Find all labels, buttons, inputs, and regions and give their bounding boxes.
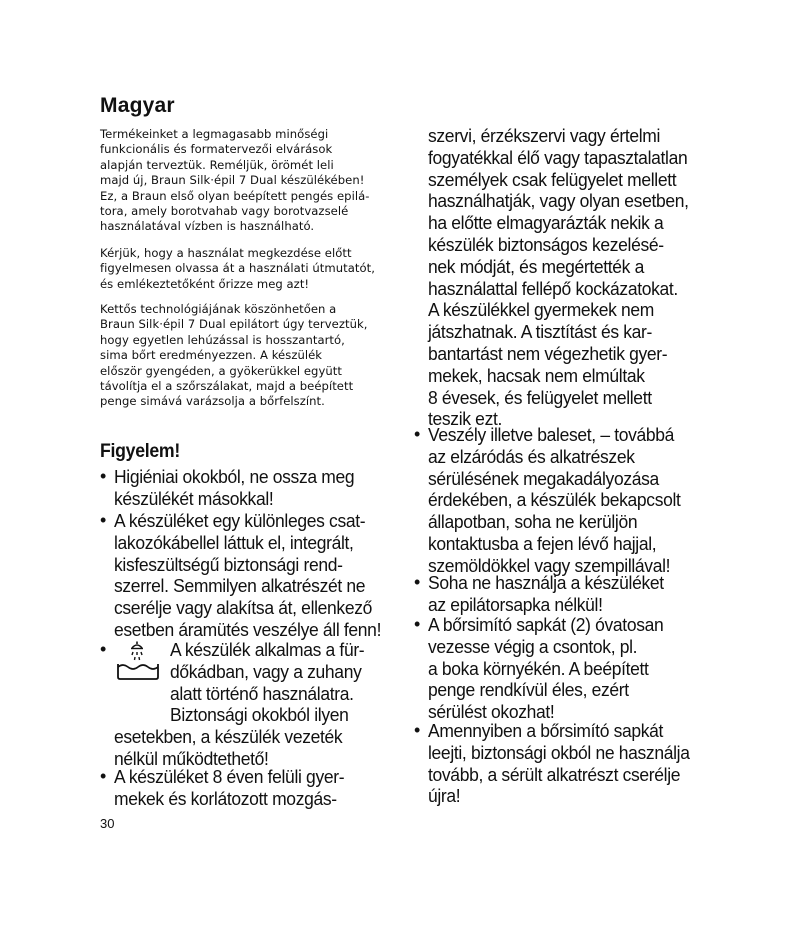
text-line: Veszély illetve baleset, – továbbá (428, 424, 675, 445)
text-line: használattal fellépő kockázatokat. (428, 277, 678, 299)
text-line: alatt történő használatra. (170, 682, 354, 704)
bullet: • (414, 720, 421, 740)
item-text (428, 572, 664, 616)
text-line: A készüléket 8 éven felüli gyer- (114, 766, 345, 787)
text-line: hogy egyetlen lehúzással is hosszantartó, (100, 332, 345, 347)
bath-shower-icon (116, 641, 160, 681)
item-text-indented (170, 639, 364, 726)
item-text (428, 424, 681, 577)
text-line: Termékeinket a legmagasabb minőségi (100, 127, 329, 141)
text-line: Biztonsági okokból ilyen (170, 704, 349, 726)
bullet: • (414, 424, 421, 444)
text-line: játszhatnak. A tisztítást és kar- (428, 321, 653, 343)
text-line: távolítja el a szőrszálakat, majd a beépített (100, 379, 354, 394)
text-line: esetekben, a készülék vezeték (114, 726, 343, 747)
section-heading: Magyar (100, 94, 175, 117)
text-line: tora, amely borotvahab vagy borotvazselé (100, 204, 349, 219)
bullet: • (100, 639, 107, 659)
text-line: újra! (428, 785, 461, 807)
text-line: penge rendkívül éles, ezért (428, 679, 629, 701)
text-line: teszik ezt. (428, 408, 503, 430)
text-line: alapján terveztük. Reméljük, örömét leli (100, 157, 334, 172)
text-line: Higiéniai okokból, ne ossza meg (114, 466, 355, 487)
bullet: • (414, 572, 421, 592)
text-line: Amennyiben a bőrsimító sapkát (428, 720, 664, 741)
children-warning-continuation (428, 125, 689, 430)
text-line: sima bőrt eredményezzen. A készülék (100, 348, 323, 363)
text-line: készülékét másokkal! (114, 487, 274, 509)
bullet: • (414, 614, 421, 634)
text-line: A készülékkel gyermekek nem (428, 299, 655, 321)
text-line: a boka környékén. A beépített (428, 657, 649, 679)
text-line: 8 évesek, és felügyelet mellett (428, 386, 652, 408)
item-text (428, 720, 690, 807)
text-line: mekek és korlátozott mozgás- (114, 787, 337, 809)
bullet: • (100, 466, 107, 486)
text-line: bantartást nem végezhetik gyer- (428, 342, 668, 364)
text-line: nek módját, és megértették a (428, 255, 644, 277)
text-line: A bőrsimító sapkát (2) óvatosan (428, 614, 664, 635)
text-line: szervi, érzékszervi vagy értelmi (428, 125, 661, 146)
text-line: leejti, biztonsági okból ne használja (428, 741, 690, 763)
intro-paragraph-3 (100, 302, 402, 410)
item-text (114, 510, 381, 641)
text-line: vezesse végig a csontok, pl. (428, 635, 638, 657)
text-line: szemöldökkel vagy szempillával! (428, 554, 671, 576)
text-line: penge simává varázsolja a bőrfelszínt. (100, 394, 325, 409)
intro-paragraph-1 (100, 127, 402, 235)
text-line: ha előtte elmagyarázták nekik a (428, 212, 664, 234)
text-line: tovább, a sérült alkatrészt cserélje (428, 763, 681, 785)
text-line: használhatják, vagy olyan esetben, (428, 190, 689, 212)
text-line: sérülésének megakadályozása (428, 467, 659, 489)
text-line: Kérjük, hogy a használat megkezdése előtt (100, 246, 352, 260)
text-line: az elzáródás és alkatrészek (428, 445, 635, 467)
text-line: mekek, hacsak nem elmúltak (428, 364, 645, 386)
bullet: • (100, 766, 107, 786)
text-line: Ez, a Braun első olyan beépített pengés epilá- (100, 188, 370, 203)
text-line: készülék biztonságos kezelésé- (428, 233, 664, 255)
item-text (114, 726, 342, 770)
text-line: lakozókábellel láttuk el, integrált, (114, 531, 354, 553)
text-line: nélkül működtethető! (114, 747, 269, 769)
text-line: Braun Silk·épil 7 Dual epilátort úgy terveztük, (100, 317, 368, 332)
text-line: és emlékeztetőként őrizze meg azt! (100, 276, 310, 291)
text-line: A készüléket egy különleges csat- (114, 510, 366, 531)
text-line: Kettős technológiájának köszönhetően a (100, 302, 337, 316)
text-line: figyelmesen olvassa át a használati útmutatót, (100, 261, 375, 276)
text-line: személyek csak felügyelet mellett (428, 168, 677, 190)
warning-title: Figyelem! (100, 441, 180, 462)
text-line: cserélje vagy alakítsa át, ellenkező (114, 597, 373, 619)
text-line: kisfeszültségű biztonsági rend- (114, 553, 343, 575)
text-line: szerrel. Semmilyen alkatrészét ne (114, 575, 366, 597)
intro-paragraph-2 (100, 246, 402, 292)
text-line: esetben áramütés veszélye áll fenn! (114, 618, 382, 640)
text-line: A készülék alkalmas a für- (170, 639, 365, 660)
page-number: 30 (100, 816, 115, 831)
text-line: az epilátorsapka nélkül! (428, 593, 603, 615)
text-line: először gyengéden, a gyökerükkel együtt (100, 363, 342, 378)
bullet: • (100, 510, 107, 530)
item-text (114, 466, 354, 510)
text-line: fogyatékkal élő vagy tapasztalatlan (428, 146, 688, 168)
text-line: sérülést okozhat! (428, 701, 555, 723)
text-line: dőkádban, vagy a zuhany (170, 660, 362, 682)
text-line: majd új, Braun Silk·épil 7 Dual készülékében! (100, 173, 365, 188)
text-line: használatával vízben is használható. (100, 219, 315, 234)
text-line: funkcionális és formatervezői elvárások (100, 142, 333, 157)
text-line: kontaktusba a fejen lévő hajjal, (428, 532, 657, 554)
item-text (114, 766, 344, 810)
text-line: állapotban, soha ne kerüljön (428, 511, 638, 533)
text-line: Soha ne használja a készüléket (428, 572, 664, 593)
text-line: érdekében, a készülék bekapcsolt (428, 489, 681, 511)
item-text (428, 614, 663, 723)
